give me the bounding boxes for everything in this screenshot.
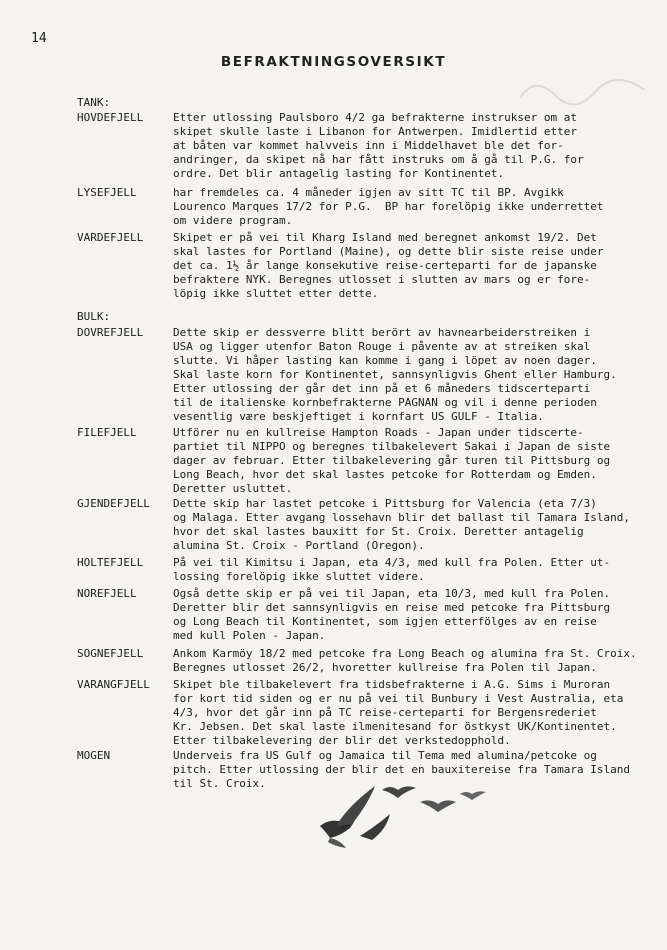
ship-name: HOLTEFJELL: [77, 556, 144, 569]
ship-status: Skipet ble tilbakelevert fra tidsbefrakterne i A.G. Sims i Muroran for kort tid siden og er nu på vei til Bunbury i Vest Australia, eta 4/3, hvor det går inn på TC reise-certeparti for Bergensrederiet Kr. Jebsen. Det skal laste ilmenitesand for östkyst UK/Kontinentet. Etter tilbakelevering der blir det verkstedopphold.: [173, 678, 624, 747]
ship-status: Skipet er på vei til Kharg Island med beregnet ankomst 19/2. Det skal lastes for Portland (Maine), og dette blir siste reise under det ca. 1½ år lange konsekutive reise-certeparti for de japanske befraktere NYK. Beregnes utlosset i slutten av mars og er fore- löpig ikke sluttet etter dette.: [173, 231, 604, 300]
section-label-bulk: BULK:: [77, 310, 111, 323]
ship-status: Utförer nu en kullreise Hampton Roads - Japan under tidscerte- partiet til NIPPO og beregnes tilbakelevert Sakai i Japan de siste dager av februar. Etter tilbakelevering går turen til Pittsburg og Long Beach, hvor det skal lastes petcoke for Rotterdam og Emden. Deretter usluttet.: [173, 426, 611, 495]
ship-name: SOGNEFJELL: [77, 647, 144, 660]
ship-status: har fremdeles ca. 4 måneder igjen av sitt TC til BP. Avgikk Lourenco Marques 17/2 for P.G. BP har forelöpig ikke underrettet om videre program.: [173, 186, 604, 227]
ship-status: Ankom Karmöy 18/2 med petcoke fra Long Beach og alumina fra St. Croix. Beregnes utlosset 26/2, hvoretter kullreise fra Polen til Japan.: [173, 647, 637, 674]
ship-name: GJENDEFJELL: [77, 497, 150, 510]
page-title: BEFRAKTNINGSOVERSIKT: [220, 54, 447, 70]
ship-name: FILEFJELL: [77, 426, 137, 439]
ship-status: Dette skip har lastet petcoke i Pittsburg for Valencia (eta 7/3) og Malaga. Etter avgang lossehavn blir det ballast til Tamara Island, hvor det skal lastes bauxitt for St. Croix. Deretter antagelig alumina St. Croix - Portland (Oregon).: [173, 497, 630, 552]
ship-status: Også dette skip er på vei til Japan, eta 10/3, med kull fra Polen. Deretter blir det sannsynligvis en reise med petcoke fra Pittsburg og Long Beach til Kontinentet, som igjen etterfölges av en reise med kull Polen - Japan.: [173, 587, 611, 642]
ship-name: NOREFJELL: [77, 587, 137, 600]
section-label-tank: TANK:: [77, 96, 111, 109]
show-through-heading: [515, 70, 655, 116]
ship-name: MOGEN: [77, 749, 111, 762]
page-number: 14: [31, 31, 47, 46]
ship-name: DOVREFJELL: [77, 326, 144, 339]
ship-status: Dette skip er dessverre blitt berört av havnearbeiderstreiken i USA og ligger utenfor Baton Rouge i påvente av at streiken skal slutte. Vi håper lasting kan komme i gang i löpet av noen dager. Skal laste korn for Kontinentet, sannsynligvis Ghent eller Hamburg. Etter utlossing der går det inn på et 6 måneders tidscerteparti til de italienske kornbefrakterne PAGNAN og vil i denne perioden vesentlig være beskjeftiget i kornfart US GULF - Italia.: [173, 326, 617, 423]
ship-status: Etter utlossing Paulsboro 4/2 ga befrakterne instrukser om at skipet skulle laste i Libanon for Antwerpen. Imidlertid etter at båten var kommet halvveis inn i Middelhavet ble det for- andringer, da skipet nå har fått instruks om å gå til P.G. for ordre. Det blir antagelig lasting for Kontinentet.: [173, 111, 584, 180]
ship-status: Underveis fra US Gulf og Jamaica til Tema med alumina/petcoke og pitch. Etter utlossing der blir det en bauxitereise fra Tamara Island til St. Croix.: [173, 749, 630, 790]
ship-status: På vei til Kimitsu i Japan, eta 4/3, med kull fra Polen. Etter ut- lossing forelöpig ikke sluttet videre.: [173, 556, 611, 583]
ship-name: HOVDEFJELL: [77, 111, 144, 124]
seagulls-illustration-icon: [320, 778, 490, 858]
show-through-mark-icon: [515, 70, 655, 110]
ship-name: VARANGFJELL: [77, 678, 150, 691]
ship-name: LYSEFJELL: [77, 186, 137, 199]
ship-name: VARDEFJELL: [77, 231, 144, 244]
